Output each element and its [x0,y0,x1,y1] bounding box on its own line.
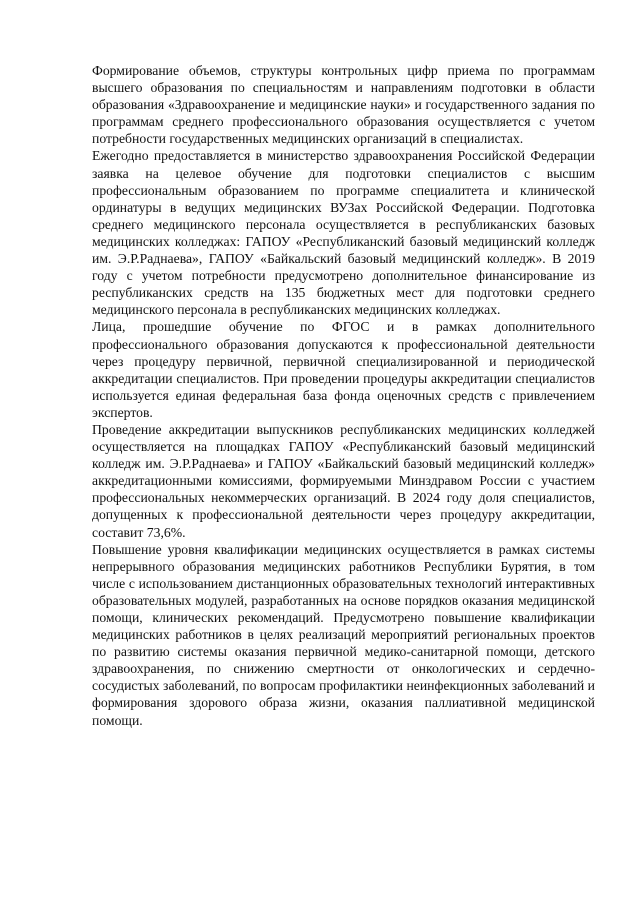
paragraph-accreditation-procedure: Лица, прошедшие обучение по ФГОС и в рамках дополнительного профессионального образования допускаются к профессиональной деятельности через процедуру первичной, первичной специализированной и периодической аккредитации специалистов. При проведении процедуры аккредитации специалистов используется единая федеральная база фонда оценочных средств с привлечением экспертов. [92,319,595,420]
paragraph-admission-planning: Формирование объемов, структуры контрольных цифр приема по программам высшего образования по специальностям и направлениям подготовки в области образования «Здравоохранение и медицинские науки» и государственного задания по программам среднего профессионального образования осуществляется с учетом потребности государственных медицинских организаций в специалистах. [92,63,595,147]
paragraph-qualification-improvement: Повышение уровня квалификации медицинских осуществляется в рамках системы непрерывного образования медицинских работников Республики Бурятия, в том числе с использованием дистанционных образовательных технологий интерактивных образовательных модулей, разработанных на основе порядков оказания медицинской помощи, клинических рекомендаций. Предусмотрено повышение квалификации медицинских работников в целях реализаций мероприятий региональных проектов по развитию системы оказания первичной медико-санитарной помощи, детского здравоохранения, по снижению смертности от онкологических и сердечно-сосудистых заболеваний, по вопросам профилактики неинфекционных заболеваний и формирования здорового образа жизни, оказания паллиативной медицинской помощи. [92,541,595,728]
paragraph-graduate-accreditation: Проведение аккредитации выпускников республиканских медицинских колледжей осуществляется на площадках ГАПОУ «Республиканский базовый медицинский колледж им. Э.Р.Раднаева» и ГАПОУ «Байкальский базовый медицинский колледж» аккредитационными комиссиями, формируемыми Минздравом России с участием профессиональных некоммерческих организаций. В 2024 году доля специалистов, допущенных к профессиональной деятельности через процедуру аккредитации, составит 73,6%. [92,421,595,540]
document-page [92,62,595,729]
paragraph-targeted-training: Ежегодно предоставляется в министерство здравоохранения Российской Федерации заявка на целевое обучение для подготовки специалистов с высшим профессиональным образованием по программе специалитета и клинической ординатуры в ведущих медицинских ВУЗах Российской Федерации. Подготовка среднего медицинского персонала осуществляется в республиканских базовых медицинских колледжах: ГАПОУ «Республиканский базовый медицинский колледж им. Э.Р.Раднаева», ГАПОУ «Байкальский базовый медицинский колледж». В 2019 году с учетом потребности предусмотрено дополнительное финансирование из республиканских средств на 135 бюджетных мест для подготовки среднего медицинского персонала в республиканских медицинских колледжах. [92,148,595,318]
